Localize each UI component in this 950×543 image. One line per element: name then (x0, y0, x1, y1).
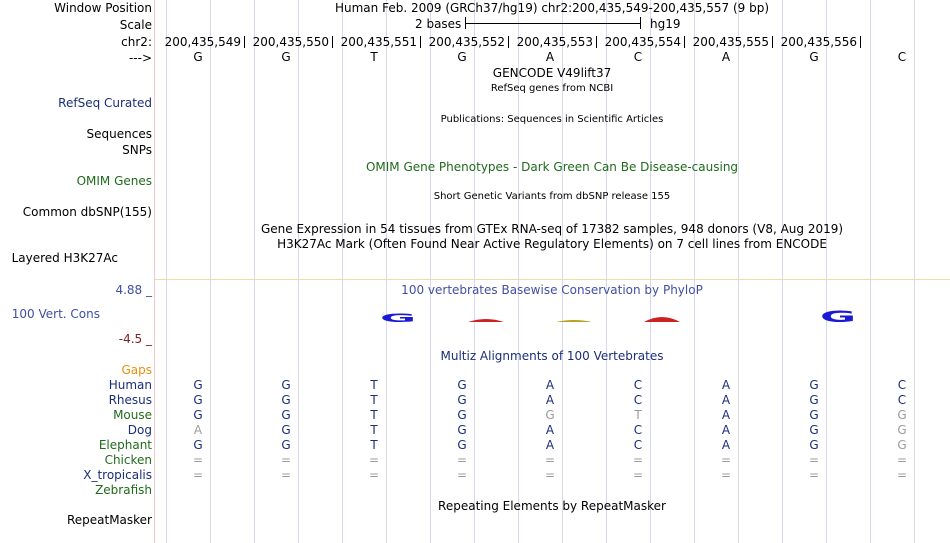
alignment-base: A (721, 408, 731, 422)
gridline (386, 0, 387, 543)
gridline (782, 0, 783, 543)
alignment-base: = (896, 468, 908, 482)
alignment-base: A (721, 423, 731, 437)
alignment-base: G (457, 408, 467, 422)
alignment-base: = (544, 468, 556, 482)
reference-base: G (809, 50, 819, 64)
alignment-base: T (370, 423, 378, 437)
sequences-track-title[interactable]: Publications: Sequences in Scientific Articles (440, 114, 664, 125)
repeatmasker-track-title[interactable]: Repeating Elements by RepeatMasker (438, 499, 666, 513)
dbsnp-label[interactable]: Common dbSNP(155) (22, 205, 152, 219)
sequences-label[interactable]: Sequences (86, 127, 152, 141)
h3k27ac-track-title[interactable]: H3K27Ac Mark (Often Found Near Active Regulatory Elements) on 7 cell lines from ENCODE (277, 237, 827, 251)
gencode-track-title[interactable]: GENCODE V49lift37 (492, 66, 612, 80)
alignment-base: = (192, 468, 204, 482)
reference-base: G (457, 50, 467, 64)
alignment-base: A (545, 438, 555, 452)
alignment-base: G (457, 423, 467, 437)
gridline (342, 0, 343, 543)
alignment-base: = (808, 468, 820, 482)
alignment-base: = (456, 453, 468, 467)
alignment-base: T (370, 378, 378, 392)
alignment-base: G (457, 438, 467, 452)
alignment-base: A (721, 438, 731, 452)
gridline (738, 0, 739, 543)
label-separator (154, 0, 155, 543)
scale-assembly: hg19 (650, 17, 681, 31)
ruler-position: 200,435,550 (252, 35, 329, 49)
gridline (474, 0, 475, 543)
phylop-glyph (644, 317, 680, 322)
scale-text: 2 bases (415, 17, 462, 31)
reference-base: G (193, 50, 203, 64)
alignment-base: G (281, 408, 291, 422)
alignment-base: G (545, 408, 555, 422)
alignment-base: A (721, 378, 731, 392)
ruler-tick (244, 36, 245, 48)
species-name: X_tropicalis (83, 468, 152, 482)
window-position-label: Window Position (54, 1, 152, 15)
alignment-base: T (634, 408, 642, 422)
alignment-base: G (193, 408, 203, 422)
cons-max-label: 4.88 _ (115, 283, 152, 297)
gridline (826, 0, 827, 543)
scale-bar-left-cap (465, 17, 466, 29)
alignment-base: G (281, 393, 291, 407)
species-name: Mouse (113, 408, 152, 422)
cons-track-title[interactable]: 100 vertebrates Basewise Conservation by PhyloP (401, 283, 703, 297)
reference-base: A (545, 50, 555, 64)
alignment-base: C (897, 378, 907, 392)
scale-label: Scale (119, 18, 152, 32)
ruler-position: 200,435,554 (604, 35, 681, 49)
alignment-base: = (280, 468, 292, 482)
ruler-tick (860, 36, 861, 48)
omim-track-title[interactable]: OMIM Gene Phenotypes - Dark Green Can Be Disease-causing (365, 160, 739, 174)
phylop-logo (155, 298, 950, 328)
species-name: Elephant (98, 438, 152, 452)
ruler-tick (332, 36, 333, 48)
ruler-tick (596, 36, 597, 48)
gridline (650, 0, 651, 543)
phylop-glyph (468, 319, 504, 322)
alignment-base: = (280, 453, 292, 467)
alignment-base: T (370, 438, 378, 452)
phylop-glyph: G (379, 311, 417, 325)
alignment-base: G (809, 378, 819, 392)
alignment-base: = (720, 468, 732, 482)
scale-bar-right-cap (640, 17, 641, 29)
alignment-base: C (897, 393, 907, 407)
alignment-base: = (632, 468, 644, 482)
species-name: Chicken (104, 453, 152, 467)
ruler-position: 200,435,552 (428, 35, 505, 49)
gridline (254, 0, 255, 543)
alignment-base: G (809, 408, 819, 422)
ruler-tick (772, 36, 773, 48)
multiz-track-title[interactable]: Multiz Alignments of 100 Vertebrates (440, 349, 664, 363)
alignment-base: A (545, 423, 555, 437)
alignment-base: G (809, 438, 819, 452)
gridline (694, 0, 695, 543)
scale-bar (465, 23, 641, 24)
reference-base: C (633, 50, 643, 64)
alignment-base: = (456, 468, 468, 482)
alignment-base: G (457, 393, 467, 407)
cons-min-label: -4.5 _ (118, 332, 152, 346)
refseq-track-title[interactable]: RefSeq genes from NCBI (490, 83, 614, 94)
dbsnp-track-title[interactable]: Short Genetic Variants from dbSNP release 155 (433, 191, 671, 202)
h3k27ac-label[interactable]: Layered H3K27Ac (11, 251, 118, 265)
alignment-base: G (809, 423, 819, 437)
reference-base: C (897, 50, 907, 64)
alignment-base: A (721, 393, 731, 407)
alignment-base: G (897, 408, 907, 422)
phylop-glyph (556, 320, 592, 322)
alignment-base: G (897, 438, 907, 452)
omim-label[interactable]: OMIM Genes (76, 174, 152, 188)
alignment-base: = (632, 453, 644, 467)
alignment-base: T (370, 408, 378, 422)
alignment-base: A (545, 378, 555, 392)
gtex-track-title[interactable]: Gene Expression in 54 tissues from GTEx RNA-seq of 17382 samples, 948 donors (V8, Aug 2019) (260, 222, 844, 236)
alignment-base: = (544, 453, 556, 467)
alignment-base: C (633, 423, 643, 437)
alignment-base: = (192, 453, 204, 467)
species-name: Dog (127, 423, 152, 437)
gridline (914, 0, 915, 543)
gridline (870, 0, 871, 543)
gridline (430, 0, 431, 543)
alignment-base: A (545, 393, 555, 407)
alignment-base: T (370, 393, 378, 407)
reference-base: G (281, 50, 291, 64)
alignment-base: G (281, 378, 291, 392)
alignment-base: A (193, 423, 203, 437)
gridline (166, 0, 167, 543)
refseq-label[interactable]: RefSeq Curated (58, 96, 152, 110)
alignment-base: C (633, 438, 643, 452)
alignment-base: G (457, 378, 467, 392)
ruler-position: 200,435,549 (164, 35, 241, 49)
ruler-position: 200,435,555 (692, 35, 769, 49)
alignment-base: G (897, 423, 907, 437)
alignment-base: G (193, 378, 203, 392)
ruler-tick (420, 36, 421, 48)
ruler-tick (684, 36, 685, 48)
strand-label: ---> (128, 51, 152, 65)
alignment-base: G (281, 423, 291, 437)
ruler-position: 200,435,553 (516, 35, 593, 49)
alignment-base: G (809, 393, 819, 407)
track-separator (155, 279, 950, 280)
alignment-base: G (193, 393, 203, 407)
species-name: Zebrafish (95, 483, 152, 497)
species-name: Human (108, 378, 152, 392)
alignment-base: = (368, 468, 380, 482)
cons-label[interactable]: 100 Vert. Cons (11, 307, 100, 321)
snps-label[interactable]: SNPs (122, 143, 152, 157)
alignment-base: = (720, 453, 732, 467)
gridline (210, 0, 211, 543)
reference-base: A (721, 50, 731, 64)
repeatmasker-label[interactable]: RepeatMasker (66, 513, 152, 527)
alignment-base: C (633, 393, 643, 407)
alignment-base: = (896, 453, 908, 467)
alignment-base: G (193, 438, 203, 452)
phylop-glyph: G (819, 307, 857, 326)
alignment-base: C (633, 378, 643, 392)
window-position-text: Human Feb. 2009 (GRCh37/hg19) chr2:200,435,549-200,435,557 (9 bp) (334, 1, 770, 15)
alignment-base: = (368, 453, 380, 467)
alignment-base: G (281, 438, 291, 452)
gaps-label: Gaps (121, 363, 152, 377)
gridline (298, 0, 299, 543)
ruler-tick (508, 36, 509, 48)
reference-base: T (370, 50, 378, 64)
ruler-position: 200,435,551 (340, 35, 417, 49)
alignment-base: = (808, 453, 820, 467)
species-name: Rhesus (108, 393, 152, 407)
ruler-position: 200,435,556 (780, 35, 857, 49)
chrom-label: chr2: (121, 35, 152, 49)
